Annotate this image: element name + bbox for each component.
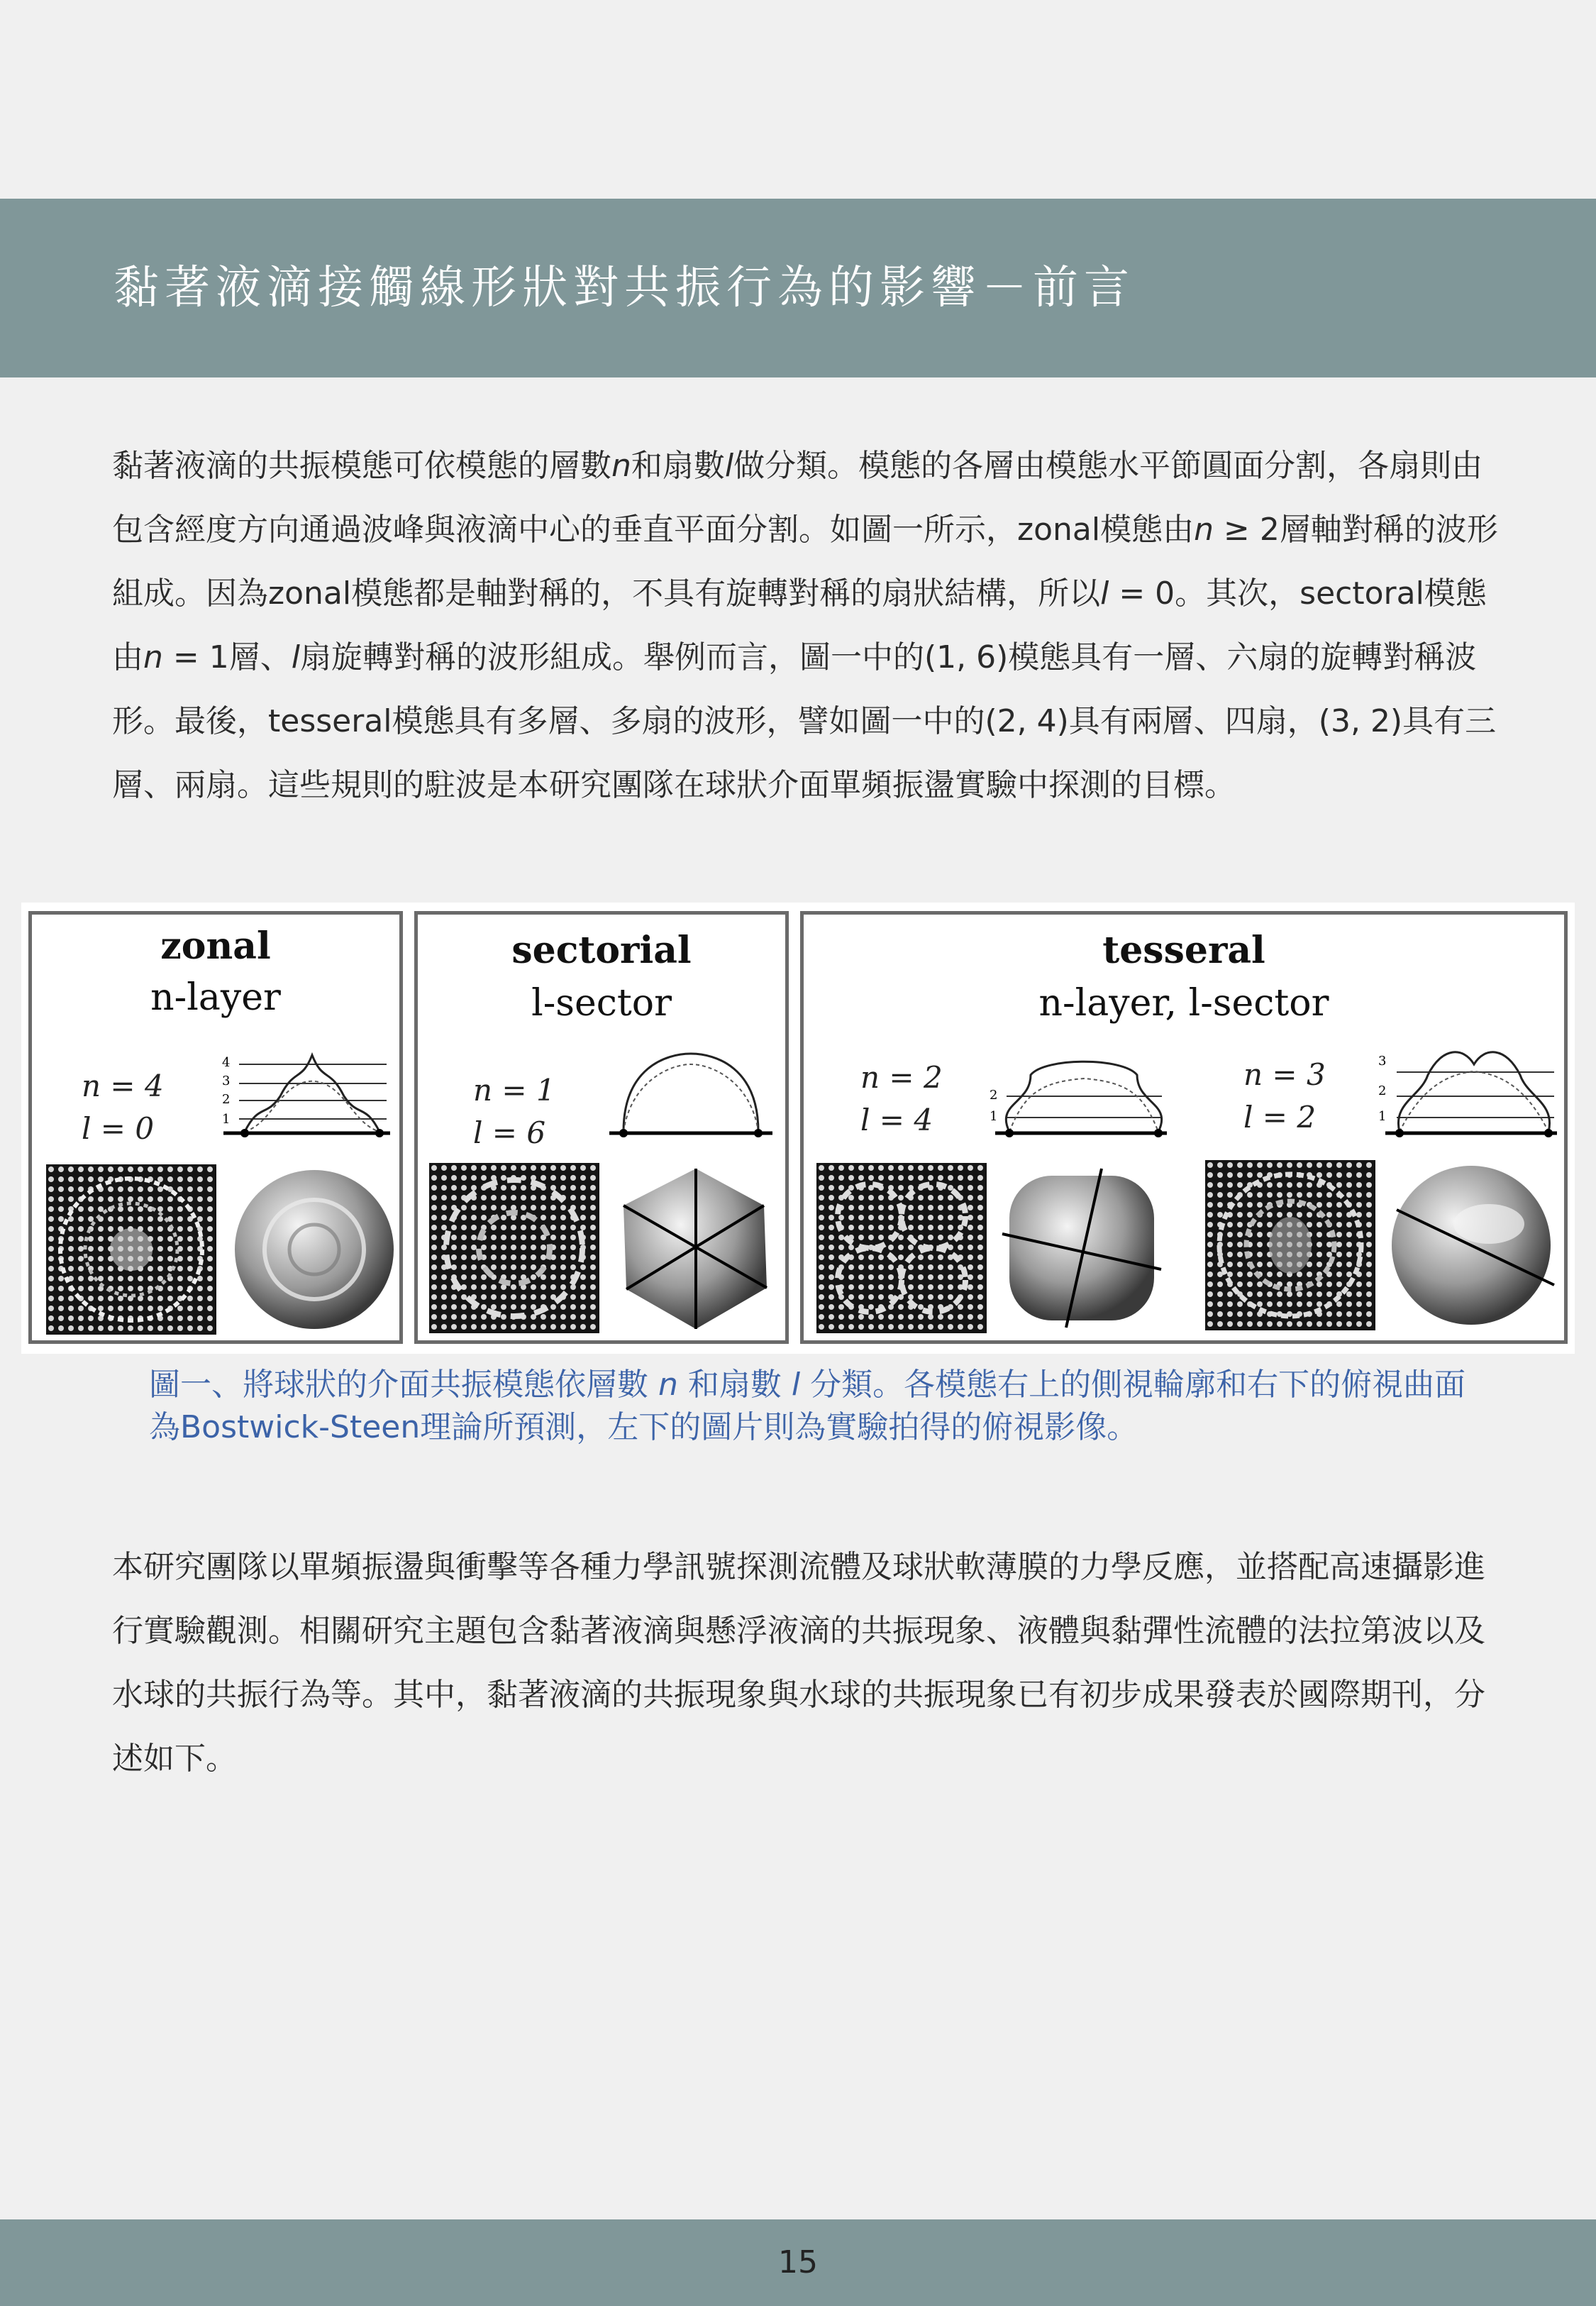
intro-paragraph xyxy=(112,434,1502,817)
side-profile-diagram xyxy=(209,1039,395,1153)
layer-label: 3 xyxy=(222,1074,231,1088)
intro-text: 和扇數 xyxy=(631,448,725,484)
page-number: 15 xyxy=(778,2244,818,2280)
header-bar xyxy=(0,199,1596,377)
equation-n: n = 1 xyxy=(473,1073,555,1108)
intro-text: 扇旋轉對稱的波形組成。舉例而言，圖一中的(1, 6)模態具有一層、六扇的旋轉對稱波形。最後，tesseral模態具有多層、多扇的波形，譬如圖一中的(2, 4)具有兩層、四扇，(3, 2)具有三層、兩扇。這些規則的駐波是本研究團隊在球狀介面單頻振盪實驗中探測的目標。 xyxy=(112,639,1497,803)
symbol-l: l xyxy=(724,448,734,484)
panel-zonal xyxy=(28,911,403,1344)
intro-text: 黏著液滴的共振模態可依模態的層數 xyxy=(112,448,611,484)
equation-l: l = 2 xyxy=(1243,1100,1317,1135)
layer-label: 1 xyxy=(222,1112,231,1127)
panel-subtitle: l-sector xyxy=(531,982,672,1025)
intro-text: ≥ 2層軸對稱的波形組成。因為zonal模態都是軸對稱的，不具有旋轉對稱的扇狀結構，所以 xyxy=(112,512,1498,612)
symbol-l: l xyxy=(1100,575,1109,612)
panel-title: zonal xyxy=(160,925,271,968)
predicted-surface xyxy=(231,1164,398,1335)
symbol-l: l xyxy=(791,1367,801,1403)
equation-l: l = 4 xyxy=(860,1103,933,1137)
panel-subtitle: n-layer, l-sector xyxy=(1038,982,1329,1025)
side-profile-diagram xyxy=(602,1039,780,1153)
layer-label: 2 xyxy=(1378,1083,1387,1098)
panel-subtitle: n-layer xyxy=(150,976,281,1019)
intro-text: = 1層、 xyxy=(162,639,292,675)
layer-label: 3 xyxy=(1378,1054,1387,1069)
layer-label: 2 xyxy=(222,1092,231,1107)
symbol-n: n xyxy=(1194,512,1214,548)
caption-text: 和扇數 xyxy=(677,1367,792,1403)
caption-text: 分類。各模態右上的側視輪廓和右下的俯視曲面為Bostwick-Steen理論所預測，左下的圖片則為實驗拍得的俯視影像。 xyxy=(149,1367,1466,1445)
experiment-image xyxy=(816,1163,987,1333)
intro-text: = 0。其次，sectoral模態由 xyxy=(112,575,1487,675)
caption-text: 圖一、將球狀的介面共振模態依層數 xyxy=(149,1367,658,1403)
equation-n: n = 3 xyxy=(1243,1057,1326,1092)
page-title: 黏著液滴接觸線形狀對共振行為的影響－前言 xyxy=(113,262,1135,314)
predicted-surface xyxy=(995,1163,1168,1333)
side-profile-diagram xyxy=(1371,1039,1563,1153)
layer-label: 2 xyxy=(990,1088,998,1103)
predicted-surface xyxy=(1382,1160,1560,1330)
experiment-image xyxy=(1205,1160,1375,1330)
figure-modes xyxy=(21,903,1575,1354)
symbol-n: n xyxy=(143,639,163,675)
panel-title: sectorial xyxy=(511,929,692,972)
intro-text: 做分類。模態的各層由模態水平節圓面分割，各扇則由包含經度方向通過波峰與液滴中心的垂直平面分割。如圖一所示，zonal模態由 xyxy=(112,448,1483,548)
symbol-n: n xyxy=(611,448,631,484)
experiment-image xyxy=(46,1164,216,1335)
panel-tesseral xyxy=(800,911,1568,1344)
panel-title: tesseral xyxy=(1102,929,1265,972)
equation-l: l = 6 xyxy=(473,1115,546,1150)
layer-label: 1 xyxy=(1378,1109,1387,1124)
figure-caption xyxy=(149,1364,1497,1449)
side-profile-diagram xyxy=(981,1039,1173,1153)
panel-sectorial xyxy=(414,911,789,1344)
equation-n: n = 2 xyxy=(860,1060,943,1095)
layer-label: 4 xyxy=(222,1055,231,1070)
symbol-l: l xyxy=(291,639,300,675)
layer-label: 1 xyxy=(990,1109,998,1124)
equation-n: n = 4 xyxy=(82,1069,164,1103)
experiment-image xyxy=(429,1163,599,1333)
predicted-surface xyxy=(609,1163,782,1333)
symbol-n: n xyxy=(658,1367,678,1403)
equation-l: l = 0 xyxy=(82,1111,155,1146)
body-paragraph: 本研究團隊以單頻振盪與衝擊等各種力學訊號探測流體及球狀軟薄膜的力學反應，並搭配高速攝影進行實驗觀測。相關研究主題包含黏著液滴與懸浮液滴的共振現象、液體與黏彈性流體的法拉第波以及水球的共振行為等。其中，黏著液滴的共振現象與水球的共振現象已有初步成果發表於國際期刊，分述如下。 xyxy=(112,1549,1485,1777)
